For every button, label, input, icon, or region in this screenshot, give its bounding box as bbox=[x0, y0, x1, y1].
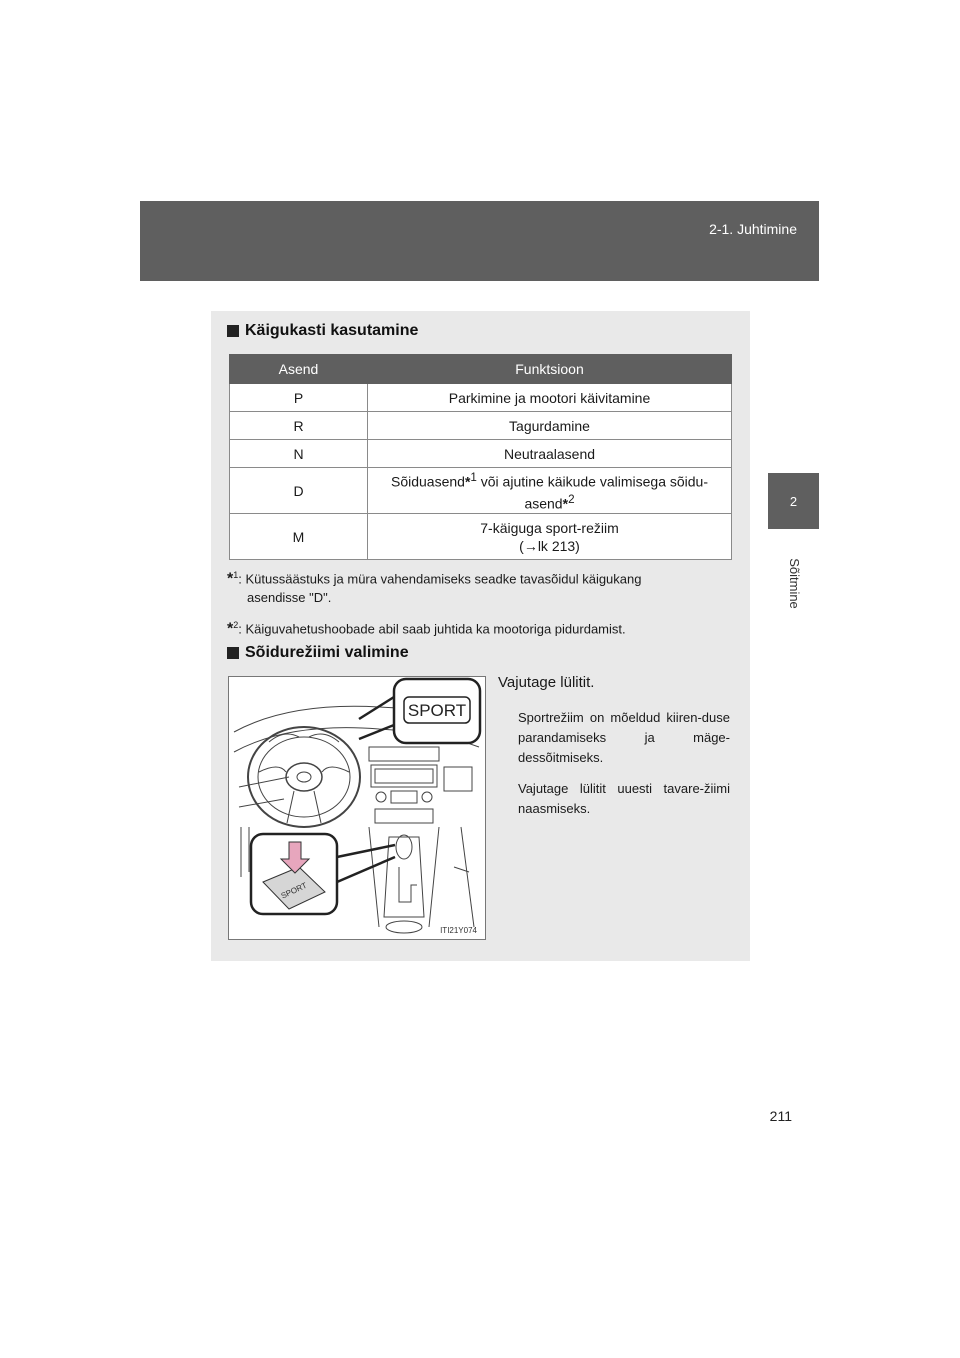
chapter-title-text: Sõitmine bbox=[786, 557, 802, 609]
instruction-paragraph: Sportrežiim on mõeldud kiiren-duse parandamiseks ja mäge-dessõitmiseks. bbox=[518, 710, 730, 765]
function-text: või ajutine käikude valimisega sõidu- bbox=[476, 473, 708, 490]
instruction-paragraph: Vajutage lülitit uuesti tavare-žiimi naasmiseks. bbox=[518, 781, 730, 816]
page-header bbox=[140, 201, 819, 281]
footnote-number: 1 bbox=[233, 570, 239, 580]
gear-position-table bbox=[229, 354, 732, 560]
table-row bbox=[230, 468, 732, 514]
footnote-ref: 1 bbox=[470, 470, 477, 484]
table-row bbox=[230, 412, 732, 440]
table-row bbox=[230, 384, 732, 412]
footnote-number: 2 bbox=[233, 620, 239, 630]
dashboard-drawing bbox=[229, 677, 485, 939]
dashboard-illustration bbox=[228, 676, 486, 940]
table-cell-position: D bbox=[230, 468, 368, 514]
table-cell-position: N bbox=[230, 440, 368, 468]
section-heading-drive-mode bbox=[227, 644, 409, 662]
footnote-text-cont: asendisse "D". bbox=[247, 590, 332, 606]
figure-code: ITI21Y074 bbox=[440, 926, 477, 935]
chapter-number-tab: 2 bbox=[768, 473, 819, 529]
footnote-text: : Käiguvahetushoobade abil saab juhtida ka mootoriga pidurdamist. bbox=[238, 621, 626, 637]
table-cell-function: Tagurdamine bbox=[368, 412, 732, 440]
header-section-title: 2-1. Juhtimine bbox=[709, 221, 797, 237]
section-title: Käigukasti kasutamine bbox=[245, 322, 419, 339]
instruction-title: Vajutage lülitit. bbox=[498, 674, 595, 691]
table-cell-function bbox=[368, 514, 732, 560]
footnote-text: : Kütussäästuks ja müra vahendamiseks seadke tavasõidul käigukang bbox=[238, 571, 642, 587]
sport-switch-label: SPORT bbox=[279, 880, 309, 901]
chapter-title-label bbox=[770, 548, 818, 618]
table-cell-function: Sõiduasend*$^1$ või ajutine käikude valimisega sõidu- asend*$^2$ bbox=[368, 468, 732, 514]
section-title: Sõidurežiimi valimine bbox=[245, 644, 409, 661]
footnote-ref: 2 bbox=[568, 492, 575, 506]
function-text: 7-käiguga sport-režiim bbox=[480, 519, 619, 536]
square-bullet-icon bbox=[227, 647, 239, 659]
footnote-2: *$^2$: Käiguvahetushoobade abil saab juhtida ka mootoriga pidurdamist. bbox=[227, 620, 626, 638]
table-row bbox=[230, 514, 732, 560]
table-header-cell: Funktsioon bbox=[368, 355, 732, 384]
table-cell-position: M bbox=[230, 514, 368, 560]
function-text: asend bbox=[524, 495, 563, 512]
page-number: 211 bbox=[769, 1108, 792, 1124]
table-cell-position: R bbox=[230, 412, 368, 440]
sport-button-label: SPORT bbox=[407, 701, 467, 720]
footnote-1: *$^1$: Kütussäästuks ja müra vahendamiseks seadke tavasõidul käigukang asendisse "D". bbox=[227, 566, 732, 607]
table-cell-position: P bbox=[230, 384, 368, 412]
table-header-row bbox=[230, 355, 732, 384]
function-text: Sõiduasend bbox=[390, 473, 465, 490]
table-row bbox=[230, 440, 732, 468]
table-header-cell: Asend bbox=[230, 355, 368, 384]
table-cell-function: Neutraalasend bbox=[368, 440, 732, 468]
table-cell-function: Parkimine ja mootori käivitamine bbox=[368, 384, 732, 412]
section-heading-transmission bbox=[227, 322, 418, 340]
square-bullet-icon bbox=[227, 325, 239, 337]
content-box bbox=[211, 311, 750, 961]
page-reference: (→lk 213) bbox=[519, 537, 580, 554]
